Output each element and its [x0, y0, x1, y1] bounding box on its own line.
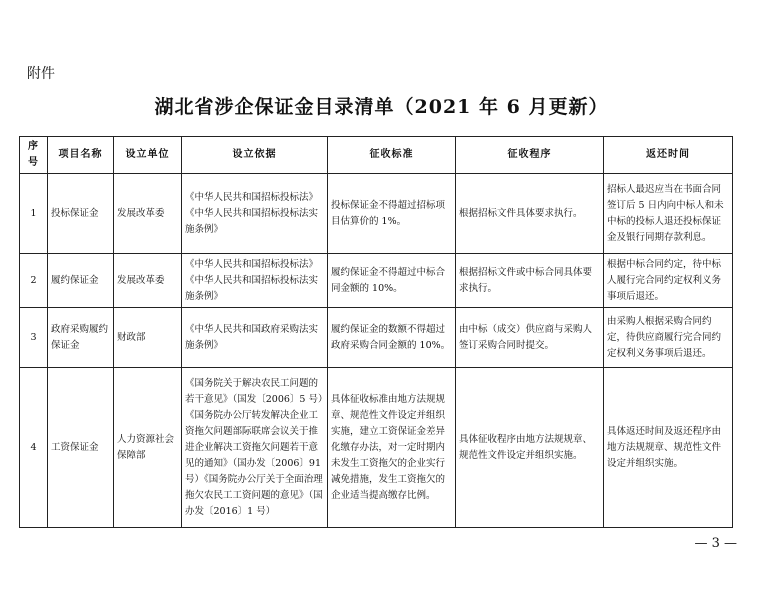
cell-basis: 《国务院关于解决农民工问题的若干意见》（国发〔2006〕5 号）《国务院办公厅转发解决企业工资拖欠问题部际联席会议关于推进企业解决工资拖欠问题若干意见的通知》（国办发〔2006〕91 号）《国务院办公厅关于全面治理拖欠农民工工资问题的意见》（国办发〔2016〕1 号） — [182, 368, 328, 528]
cell-refund: 招标人最迟应当在书面合同签订后 5 日内向中标人和未中标的投标人退还投标保证金及银行同期存款利息。 — [604, 174, 733, 254]
table-row — [20, 174, 733, 254]
cell-standard: 具体征收标准由地方法规规章、规范性文件设定并组织实施，建立工资保证金差异化缴存办法，对一定时期内未发生工资拖欠的企业实行减免措施，发生工资拖欠的企业适当提高缴存比例。 — [328, 368, 456, 528]
table-row — [20, 254, 733, 308]
table-row — [20, 308, 733, 368]
header-unit: 设立单位 — [114, 137, 182, 174]
header-name: 项目名称 — [48, 137, 114, 174]
header-refund: 返还时间 — [604, 137, 733, 174]
header-standard: 征收标准 — [328, 137, 456, 174]
cell-basis: 《中华人民共和国招标投标法》《中华人民共和国招标投标法实施条例》 — [182, 254, 328, 308]
cell-standard: 投标保证金不得超过招标项目估算价的 1%。 — [328, 174, 456, 254]
cell-no: 3 — [20, 308, 48, 368]
cell-refund: 具体返还时间及返还程序由地方法规规章、规范性文件设定并组织实施。 — [604, 368, 733, 528]
cell-unit: 财政部 — [114, 308, 182, 368]
table-row — [20, 368, 733, 528]
cell-name: 履约保证金 — [48, 254, 114, 308]
cell-procedure: 根据招标文件具体要求执行。 — [456, 174, 604, 254]
cell-unit: 人力资源社会保障部 — [114, 368, 182, 528]
header-procedure: 征收程序 — [456, 137, 604, 174]
document-title: 湖北省涉企保证金目录清单（2021 年 6 月更新） — [154, 96, 609, 118]
cell-unit: 发展改革委 — [114, 174, 182, 254]
cell-procedure: 根据招标文件或中标合同具体要求执行。 — [456, 254, 604, 308]
cell-name: 政府采购履约保证金 — [48, 308, 114, 368]
cell-procedure: 由中标（成交）供应商与采购人签订采购合同时提交。 — [456, 308, 604, 368]
header-no: 序号 — [20, 137, 48, 174]
page-number: — 3 — — [694, 536, 737, 551]
cell-standard: 履约保证金不得超过中标合同金额的 10%。 — [328, 254, 456, 308]
cell-refund: 由采购人根据采购合同约定，待供应商履行完合同约定权利义务事项后退还。 — [604, 308, 733, 368]
cell-procedure: 具体征收程序由地方法规规章、规范性文件设定并组织实施。 — [456, 368, 604, 528]
cell-name: 工资保证金 — [48, 368, 114, 528]
cell-no: 2 — [20, 254, 48, 308]
cell-basis: 《中华人民共和国招标投标法》《中华人民共和国招标投标法实施条例》 — [182, 174, 328, 254]
guarantee-catalog-table — [19, 136, 733, 528]
header-basis: 设立依据 — [182, 137, 328, 174]
cell-name: 投标保证金 — [48, 174, 114, 254]
cell-refund: 根据中标合同约定，待中标人履行完合同约定权利义务事项后退还。 — [604, 254, 733, 308]
table-header-row — [20, 137, 733, 174]
attachment-label: 附件 — [27, 66, 55, 82]
cell-unit: 发展改革委 — [114, 254, 182, 308]
cell-standard: 履约保证金的数额不得超过政府采购合同金额的 10%。 — [328, 308, 456, 368]
cell-basis: 《中华人民共和国政府采购法实施条例》 — [182, 308, 328, 368]
cell-no: 1 — [20, 174, 48, 254]
cell-no: 4 — [20, 368, 48, 528]
